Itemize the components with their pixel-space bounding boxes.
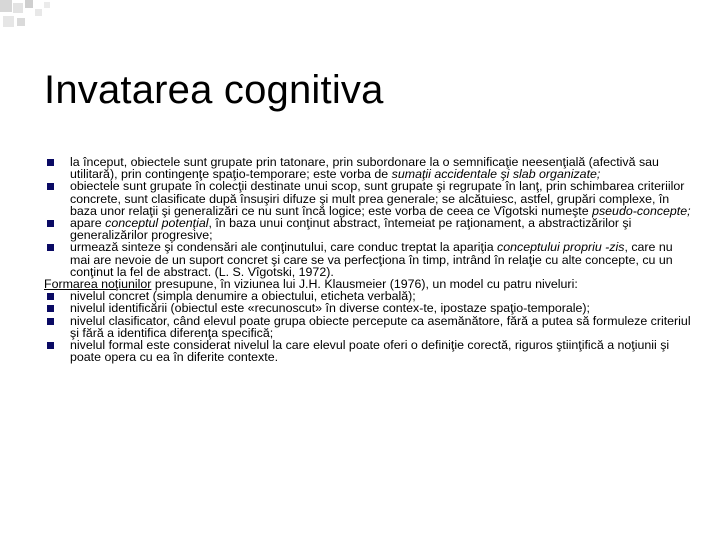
underlined-term: Formarea noţiunilor xyxy=(44,277,152,292)
list-item-text: la început, obiectele sunt grupate prin tatonare, prin subordonare la o semnificaţie neesenţială (afectivă sau utilitară), prin contingenţe spaţio-temporare; este vorba de xyxy=(70,155,659,182)
square-bullet-icon xyxy=(47,183,54,190)
list-item-text: apare xyxy=(70,216,106,231)
square-bullet-icon xyxy=(47,244,54,251)
list-item xyxy=(44,180,694,217)
list-item-text: , în baza unui conţinut abstract, întemeiat pe raţionament, a abstractizărilor şi generalizărilor progresive; xyxy=(70,216,632,243)
list-item-italic: sumaţii accidentale şi slab organizate; xyxy=(391,167,601,182)
paragraph-text: presupune, în viziunea lui J.H. Klausmeier (1976), un model cu patru niveluri: xyxy=(151,277,578,292)
list-item-text: obiectele sunt grupate în colecţii destinate unui scop, sunt grupate şi regrupate în lanţ, prin schimbarea criteriilor concrete, sunt clasificate după însuşiri difuze şi mult prea generale; se alcătuiesc, astfel, grupări complexe, în baza unor relaţii şi generalizări ce nu sunt încă logice; este vorba de ceea ce Vîgotski numeşte xyxy=(70,179,685,218)
list-item-text: nivelul identificării (obiectul este «recunoscut» în diverse contex-te, ipostaze spaţio-temporale); xyxy=(70,301,590,316)
square-bullet-icon xyxy=(47,220,54,227)
list-item-text: , care nu mai are nevoie de un suport concret şi care se va perfecţiona în timp, intrând în relaţie cu alte concepte, cu un conţinut la fel de abstract. (L. S. Vîgotski, 1972). xyxy=(70,240,673,279)
square-bullet-icon xyxy=(47,159,54,166)
square-bullet-icon xyxy=(47,318,54,325)
square-bullet-icon xyxy=(47,342,54,349)
list-item xyxy=(44,339,694,363)
corner-decoration xyxy=(0,0,60,36)
list-item-text: nivelul formal este considerat nivelul la care elevul poate oferi o definiţie corectă, riguros ştiinţifică a noţiunii şi poate opera cu ea în diferite contexte. xyxy=(70,338,670,365)
list-item-text: nivelul clasificator, când elevul poate grupa obiecte percepute ca asemănătore, fără a putea să formuleze criteriul şi fără a identifica diferenţa specifică; xyxy=(70,313,691,340)
list-item-italic: pseudo-concepte; xyxy=(592,203,691,218)
list-item-italic: conceptului propriu -zis xyxy=(497,240,625,255)
square-bullet-icon xyxy=(47,305,54,312)
list-item xyxy=(44,315,694,339)
list-item-text: urmează sinteze şi condensări ale conţinutului, care conduc treptat la apariţia xyxy=(70,240,498,255)
list-item-italic: conceptul potenţial xyxy=(105,216,209,231)
list-item xyxy=(44,217,694,241)
square-bullet-icon xyxy=(47,293,54,300)
slide-body xyxy=(44,156,694,363)
slide-title: Invatarea cognitiva xyxy=(44,68,384,112)
list-item xyxy=(44,241,694,278)
list-item xyxy=(44,156,694,180)
list-item-text: nivelul concret (simpla denumire a obiectului, eticheta verbală); xyxy=(70,289,416,304)
